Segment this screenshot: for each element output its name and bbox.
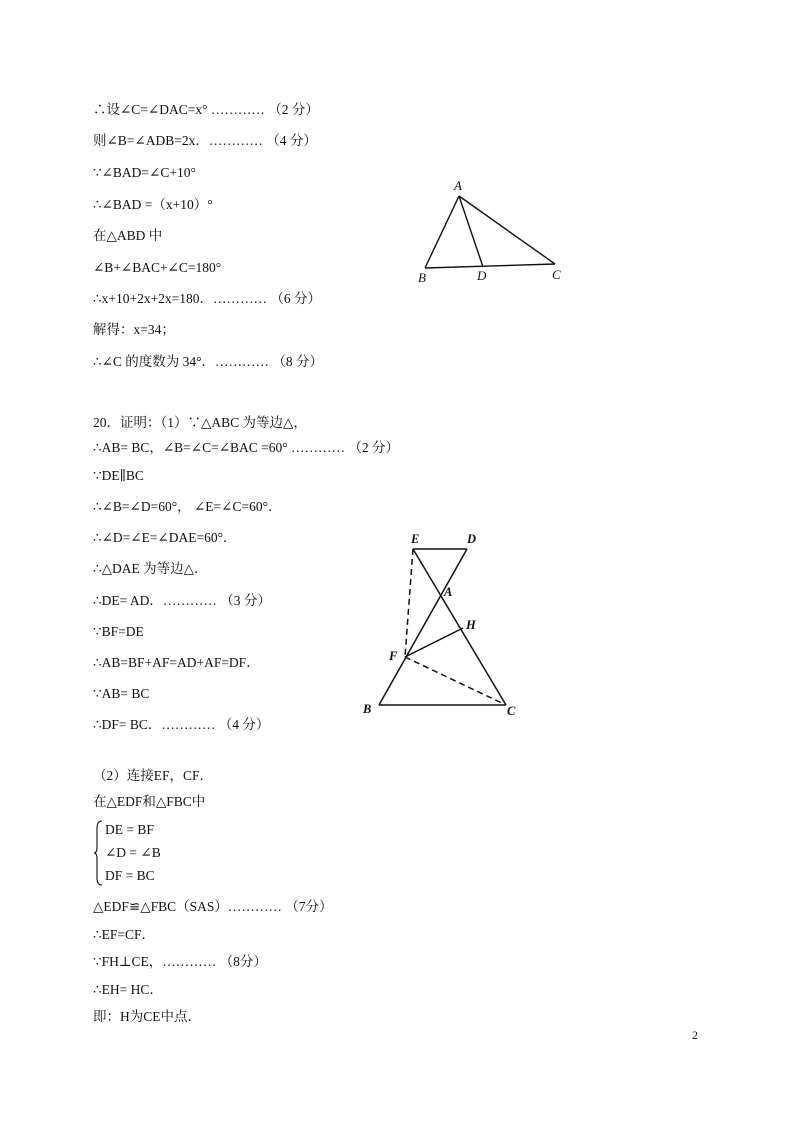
equilateral-figure [355,525,535,725]
proof20-part2-line-1: （2）连接EF，CF． [93,768,214,783]
label-b: B [418,270,426,285]
proof20-part2-line-2: 在△EDF和△FBC中 [93,794,206,809]
system-row-3: DF = BC [105,868,155,883]
segment-db [379,549,467,705]
label-b: B [363,702,372,716]
proof20-line-11: ∴DF= BC．………… （4 分） [93,717,270,732]
proof19-line-3: ∵∠BAD=∠C+10° [93,165,196,180]
proof20-line-7: ∴DE= AD．………… （3 分） [93,593,271,608]
label-a: A [454,178,462,193]
label-f: F [389,649,398,663]
proof20-part2-line-3: △EDF≌△FBC（SAS）………… （7分） [93,899,333,914]
proof20-part2-line-7: 即：H为CE中点． [93,1009,201,1024]
proof19-line-6: ∠B+∠BAC+∠C=180° [93,260,222,275]
proof19-line-2: 则∠B=∠ADB=2x．………… （4 分） [93,133,317,148]
label-c: C [552,267,561,282]
proof20-part2-line-5: ∵FH⊥CE，………… （8分） [93,954,267,969]
proof20-line-4: ∴∠B=∠D=60°， ∠E=∠C=60°． [93,499,282,514]
proof20-line-2: ∴AB= BC，∠B=∠C=∠BAC =60° ………… （2 分） [93,440,400,455]
proof20-line-1: 20．证明：（1）∵△ABC 为等边△， [93,415,307,430]
proof20-line-8: ∵BF=DE [93,624,144,639]
proof19-line-8: 解得：x=34； [93,322,175,337]
label-c: C [507,704,516,718]
left-brace-icon [93,820,103,886]
label-d: D [467,532,477,546]
proof20-line-6: ∴△DAE 为等边△． [93,561,208,576]
congruence-system [93,820,183,886]
system-row-1: DE = BF [105,822,154,837]
segment-ab [425,196,459,268]
proof19-line-4: ∴∠BAD =（x+10）° [93,197,213,212]
proof20-line-3: ∵DE∥BC [93,468,144,483]
label-h: H [466,618,476,632]
segment-ec [413,549,506,705]
dashed-ef [405,549,413,657]
proof19-line-7: ∴x+10+2x+2x=180．………… （6 分） [93,291,322,306]
proof20-line-10: ∵AB= BC [93,686,150,701]
segment-ad [459,196,483,267]
proof20-line-5: ∴∠D=∠E=∠DAE=60°． [93,530,237,545]
proof19-line-5: 在△ABD 中 [93,228,163,243]
proof20-part2-line-6: ∴EH= HC． [93,982,163,997]
segment-ac [459,196,555,264]
proof20-part2-line-4: ∴EF=CF． [93,927,155,942]
proof19-line-9: ∴∠C 的度数为 34°．………… （8 分） [93,354,324,369]
page-number: 2 [692,1028,698,1042]
proof19-line-1: ∴设∠C=∠DAC=x° ………… （2 分） [93,102,319,117]
triangle-abd-figure [405,170,585,290]
system-row-2: ∠D = ∠B [105,845,161,860]
label-d: D [477,268,487,283]
segment-bc [425,264,555,268]
label-a: A [444,585,453,599]
proof20-line-9: ∴AB=BF+AF=AD+AF=DF． [93,655,260,670]
label-e: E [411,532,420,546]
